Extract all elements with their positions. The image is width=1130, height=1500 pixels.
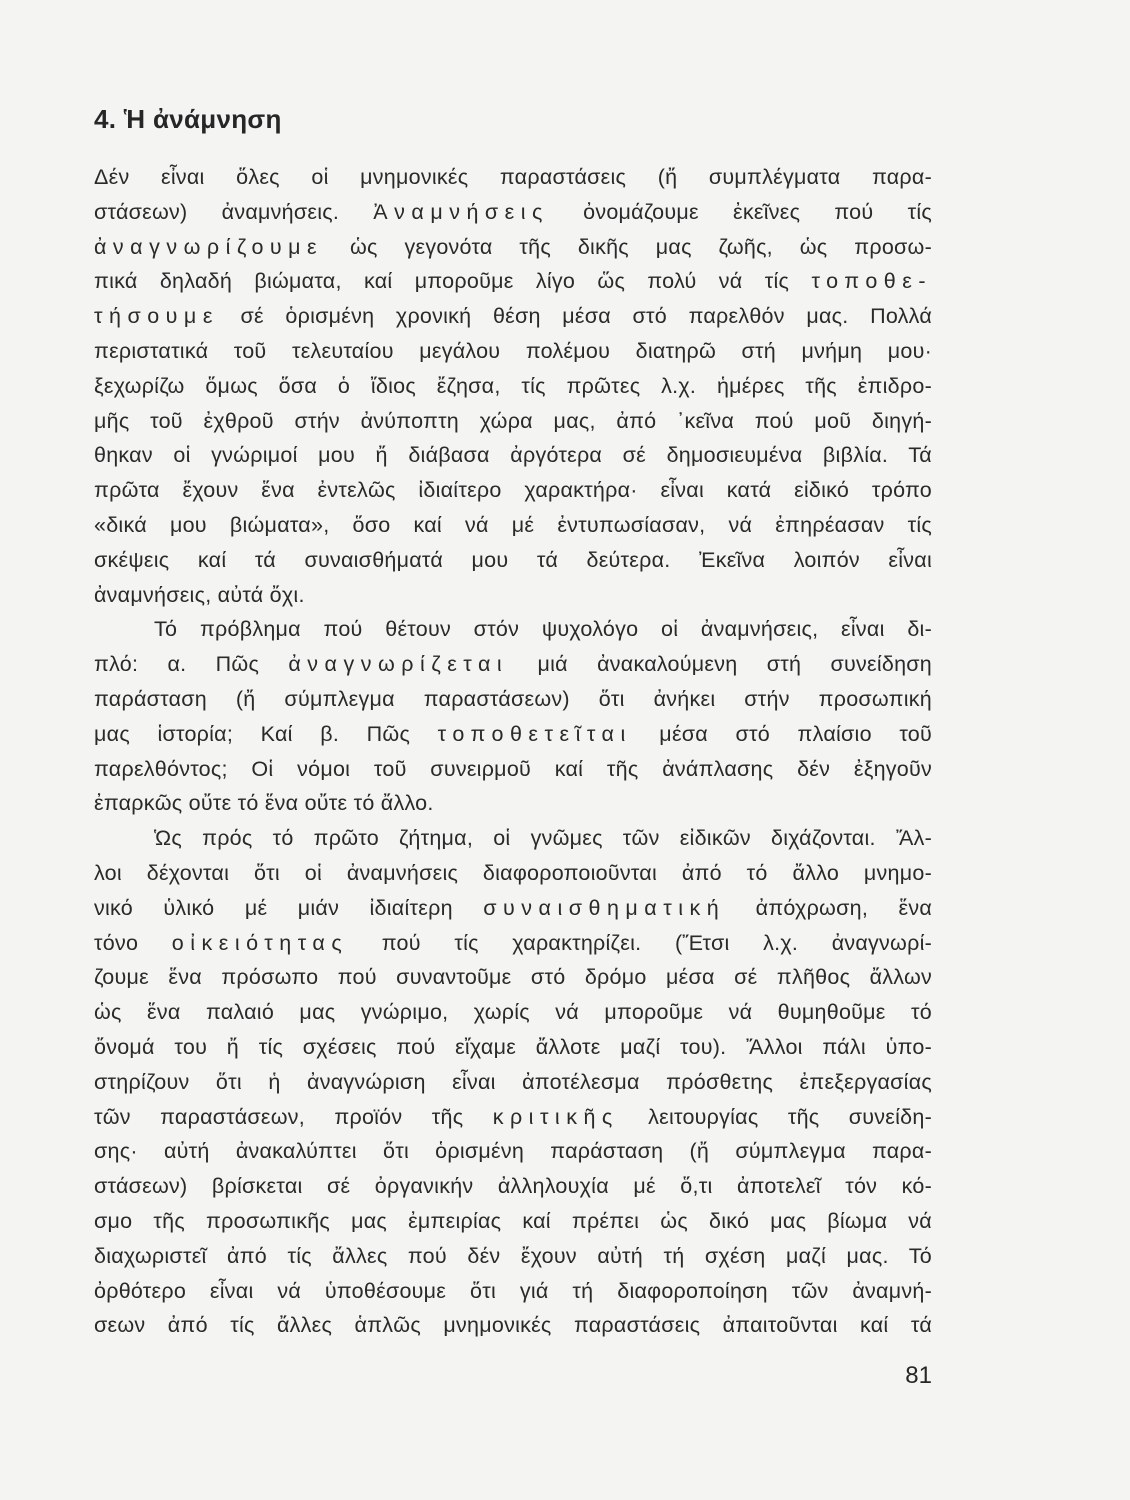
- text-line: [94, 1204, 932, 1239]
- text-run: σμο τῆς προσωπικῆς μας ἐμπειρίας καί πρέπει ὡς δικό μας βίωμα νά: [94, 1208, 932, 1233]
- text-line: [94, 682, 932, 717]
- text-line: [94, 543, 932, 578]
- text-run: ξεχωρίζω ὅμως ὅσα ὁ ἴδιος ἔζησα, τίς πρῶτες λ.χ. ἡμέρες τῆς ἐπιδρο-: [94, 373, 932, 398]
- text-run: τῶν παραστάσεων, προϊόν τῆς: [94, 1104, 493, 1129]
- text-run: λειτουργίας τῆς συνείδη-: [618, 1104, 932, 1129]
- text-run: ὄνομά του ἤ τίς σχέσεις πού εἴχαμε ἄλλοτε μαζί του). Ἄλλοι πάλι ὑπο-: [94, 1034, 932, 1059]
- text-line: [94, 264, 932, 299]
- spaced-emphasis: συναισθηματική: [483, 895, 726, 920]
- text-line: [94, 786, 932, 821]
- text-run: διαχωριστεῖ ἀπό τίς ἄλλες πού δέν ἔχουν αὐτή τή σχέση μαζί μας. Τό: [94, 1243, 932, 1268]
- text-run: στηρίζουν ὅτι ἡ ἀναγνώριση εἶναι ἀποτέλεσμα πρόσθετης ἐπεξεργασίας: [94, 1069, 932, 1094]
- text-line: [94, 612, 932, 647]
- spaced-emphasis: τήσουμε: [94, 304, 219, 329]
- text-line: [94, 926, 932, 961]
- text-line: [94, 1134, 932, 1169]
- text-run: πρῶτα ἔχουν ἕνα ἐντελῶς ἰδιαίτερο χαρακτήρα· εἶναι κατά εἰδικό τρόπο: [94, 478, 932, 503]
- text-line: [94, 473, 932, 508]
- text-line: [94, 508, 932, 543]
- text-line: [94, 1239, 932, 1274]
- text-run: ἀναμνήσεις, αὐτά ὄχι.: [94, 582, 305, 607]
- text-line: [94, 299, 932, 334]
- text-line: [94, 821, 932, 856]
- text-run: ὀνομάζουμε ἐκεῖνες πού τίς: [548, 199, 932, 224]
- text-run: τόνο: [94, 930, 172, 955]
- text-run: «δικά μου βιώματα», ὅσο καί νά μέ ἐντυπωσίασαν, νά ἐπηρέασαν τίς: [94, 512, 932, 537]
- text-line: [94, 230, 932, 265]
- spaced-emphasis: ἀναγνωρίζουμε: [94, 234, 324, 259]
- text-run: στάσεων) βρίσκεται σέ ὀργανικήν ἀλληλουχία μέ ὅ,τι ἀποτελεῖ τόν κό-: [94, 1174, 932, 1199]
- text-run: ὡς ἕνα παλαιό μας γνώριμο, χωρίς νά μποροῦμε νά θυμηθοῦμε τό: [94, 1000, 932, 1025]
- section-heading: 4. Ἡ ἀνάμνηση: [94, 104, 282, 134]
- spaced-emphasis: κριτικῆς: [492, 1104, 619, 1129]
- text-line: [94, 891, 932, 926]
- spaced-emphasis: τοποθετεῖται: [437, 721, 632, 746]
- text-line: [94, 1308, 932, 1343]
- text-run: μέσα στό πλαίσιο τοῦ: [631, 721, 932, 746]
- text-line: [94, 1030, 932, 1065]
- text-line: [94, 995, 932, 1030]
- text-run: ζουμε ἕνα πρόσωπο πού συναντοῦμε στό δρόμο μέσα σέ πλῆθος ἄλλων: [94, 965, 932, 990]
- text-run: μας ἱστορία; Καί β. Πῶς: [94, 721, 438, 746]
- text-line: [94, 578, 932, 613]
- text-line: [94, 1100, 932, 1135]
- text-run: ὡς γεγονότα τῆς δικῆς μας ζωῆς, ὡς προσω-: [323, 234, 932, 259]
- spaced-emphasis: Ἀναμνήσεις: [373, 199, 549, 224]
- text-line: [94, 334, 932, 369]
- text-line: [94, 752, 932, 787]
- text-run: θηκαν οἱ γνώριμοί μου ἤ διάβασα ἀργότερα σέ δημοσιευμένα βιβλία. Τά: [94, 443, 932, 468]
- text-run: Ὡς πρός τό πρῶτο ζήτημα, οἱ γνῶμες τῶν εἰδικῶν διχάζονται. Ἄλ-: [154, 826, 932, 851]
- text-line: [94, 1169, 932, 1204]
- text-line: [94, 160, 932, 195]
- text-run: Τό πρόβλημα πού θέτουν στόν ψυχολόγο οἱ ἀναμνήσεις, εἶναι δι-: [154, 617, 932, 642]
- text-line: [94, 960, 932, 995]
- text-run: παρελθόντος; Οἱ νόμοι τοῦ συνειρμοῦ καί τῆς ἀνάπλασης δέν ἐξηγοῦν: [94, 756, 932, 781]
- text-run: ἐπαρκῶς οὔτε τό ἕνα οὔτε τό ἄλλο.: [94, 791, 434, 816]
- text-line: [94, 438, 932, 473]
- text-run: στάσεων) ἀναμνήσεις.: [94, 199, 374, 224]
- text-run: πλό: α. Πῶς: [94, 652, 289, 677]
- text-line: [94, 647, 932, 682]
- text-run: ὀρθότερο εἶναι νά ὑποθέσουμε ὅτι γιά τή διαφοροποίηση τῶν ἀναμνή-: [94, 1278, 932, 1303]
- text-run: σέ ὁρισμένη χρονική θέση μέσα στό παρελθόν μας. Πολλά: [218, 304, 932, 329]
- text-line: [94, 1065, 932, 1100]
- text-run: περιστατικά τοῦ τελευταίου μεγάλου πολέμου διατηρῶ στή μνήμη μου·: [94, 338, 932, 363]
- text-run: λοι δέχονται ὅτι οἱ ἀναμνήσεις διαφοροποιοῦνται ἀπό τό ἄλλο μνημο-: [94, 860, 932, 885]
- body-text: [94, 160, 932, 1343]
- text-run: σεων ἀπό τίς ἄλλες ἁπλῶς μνημονικές παραστάσεις ἀπαιτοῦνται καί τά: [94, 1313, 932, 1338]
- text-run: μιά ἀνακαλούμενη στή συνείδηση: [508, 652, 933, 677]
- text-run: νικό ὑλικό μέ μιάν ἰδιαίτερη: [94, 895, 484, 920]
- text-line: [94, 1274, 932, 1309]
- text-run: μῆς τοῦ ἐχθροῦ στήν ἀνύποπτη χώρα μας, ἀπό ᾿κεῖνα πού μοῦ διηγή-: [94, 408, 932, 433]
- text-run: ἀπόχρωση, ἕνα: [725, 895, 932, 920]
- text-line: [94, 717, 932, 752]
- text-run: πικά δηλαδή βιώματα, καί μποροῦμε λίγο ὥς πολύ νά τίς: [94, 269, 812, 294]
- text-run: πού τίς χαρακτηρίζει. (Ἔτσι λ.χ. ἀναγνωρί-: [348, 930, 933, 955]
- text-line: [94, 404, 932, 439]
- text-line: [94, 369, 932, 404]
- text-run: Δέν εἶναι ὅλες οἱ μνημονικές παραστάσεις (ἤ συμπλέγματα παρα-: [94, 165, 932, 189]
- text-run: σης· αὐτή ἀνακαλύπτει ὅτι ὁρισμένη παράσταση (ἤ σύμπλεγμα παρα-: [94, 1139, 932, 1164]
- text-line: [94, 195, 932, 230]
- spaced-emphasis: τοποθε-: [811, 269, 932, 294]
- text-run: σκέψεις καί τά συναισθήματά μου τά δεύτερα. Ἐκεῖνα λοιπόν εἶναι: [94, 547, 932, 572]
- text-line: [94, 856, 932, 891]
- text-run: παράσταση (ἤ σύμπλεγμα παραστάσεων) ὅτι ἀνήκει στήν προσωπική: [94, 686, 932, 711]
- spaced-emphasis: ἀναγνωρίζεται: [288, 652, 509, 677]
- page-number: 81: [905, 1362, 932, 1389]
- spaced-emphasis: οἰκειότητας: [171, 930, 349, 955]
